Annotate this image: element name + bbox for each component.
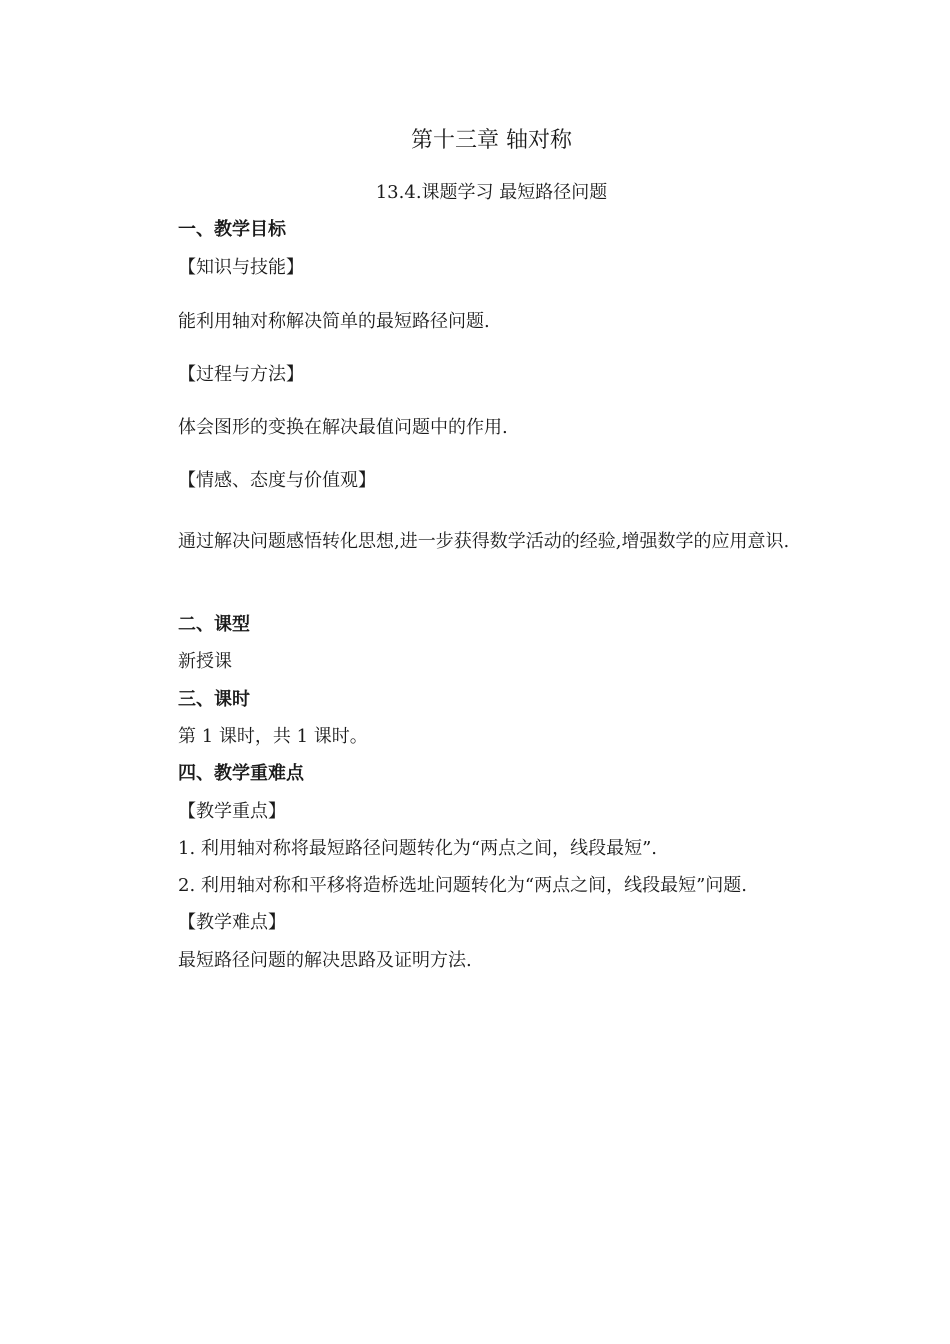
text-difficult: 最短路径问题的解决思路及证明方法. — [178, 950, 472, 971]
chapter-title: 第十三章 轴对称 — [411, 128, 572, 153]
text-process: 体会图形的变换在解决最值问题中的作用. — [178, 417, 508, 438]
subheading-process: 【过程与方法】 — [178, 364, 304, 385]
section-heading-key-points: 四、教学重难点 — [178, 763, 304, 784]
subheading-difficult: 【教学难点】 — [178, 912, 286, 933]
section-heading-type: 二、课型 — [178, 614, 250, 635]
lesson-title: 13.4.课题学习 最短路径问题 — [375, 182, 608, 203]
text-type: 新授课 — [178, 651, 232, 672]
subheading-knowledge: 【知识与技能】 — [178, 257, 304, 278]
list-item-key-2: 2. 利用轴对称和平移将造桥选址问题转化为“两点之间，线段最短”问题. — [178, 875, 748, 896]
subheading-key: 【教学重点】 — [178, 801, 286, 822]
section-heading-periods: 三、课时 — [178, 689, 250, 710]
list-item-key-1: 1. 利用轴对称将最短路径问题转化为“两点之间，线段最短”. — [178, 838, 658, 859]
text-knowledge: 能利用轴对称解决简单的最短路径问题. — [178, 311, 490, 332]
text-emotion: 通过解决问题感悟转化思想,进一步获得数学活动的经验,增强数学的应用意识. — [178, 531, 790, 552]
subheading-emotion: 【情感、态度与价值观】 — [178, 470, 376, 491]
section-heading-objectives: 一、教学目标 — [178, 219, 286, 240]
text-periods: 第 1 课时，共 1 课时。 — [178, 726, 368, 747]
